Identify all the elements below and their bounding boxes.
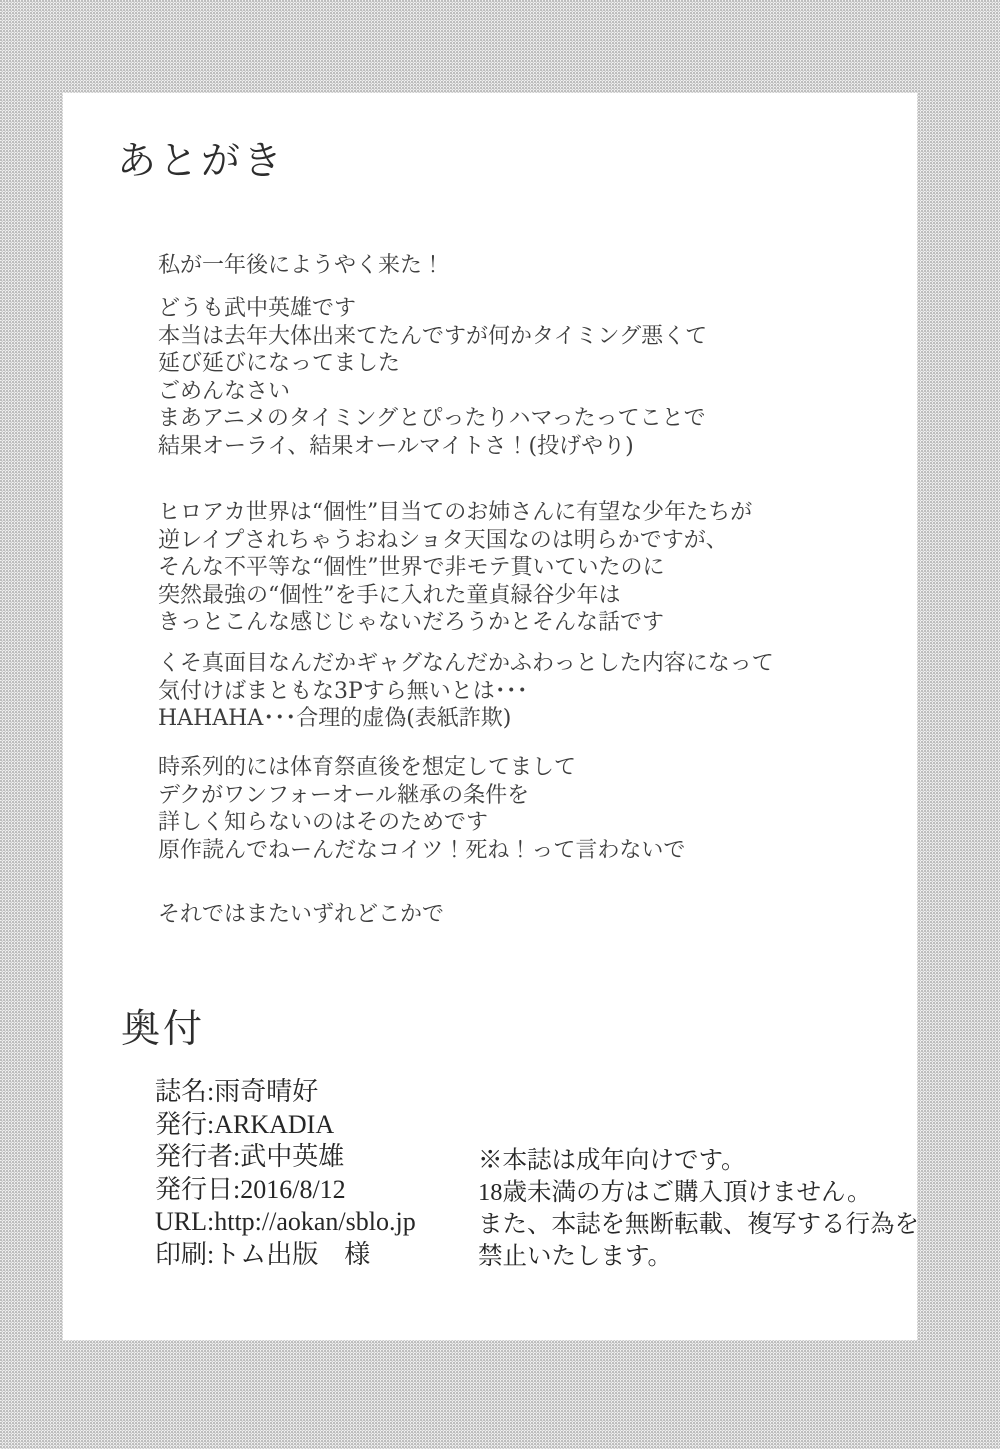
notice-line: ※本誌は成年向けです。: [478, 1147, 746, 1174]
colophon-entry-url: URL:http://aokan/sblo.jp: [155, 1207, 416, 1236]
afterword-line: まあアニメのタイミングとぴったりハマったってことで: [158, 406, 706, 431]
afterword-line: くそ真面目なんだかギャグなんだかふわっとした内容になって: [158, 651, 774, 676]
afterword-line: ヒロアカ世界は“個性”目当てのお姉さんに有望な少年たちが: [158, 500, 753, 525]
notice-line: 禁止いたします。: [478, 1243, 673, 1270]
afterword-line: そんな不平等な“個性”世界で非モテ貫いていたのに: [158, 555, 665, 580]
afterword-paragraph: [158, 650, 774, 733]
afterword-line: 気付けばまともな3Pすら無いとは･･･: [158, 678, 528, 704]
colophon-title: 奥付: [121, 1007, 206, 1052]
colophon-entry-title: 誌名:雨奇晴好: [155, 1077, 319, 1106]
afterword-line: 詳しく知らないのはそのためです: [158, 810, 489, 835]
afterword-line: 逆レイプされちゃうおねショタ天国なのは明らかですが、: [158, 527, 728, 553]
afterword-paragraph: [158, 499, 752, 637]
afterword-line: きっとこんな感じじゃないだろうかとそんな話です: [158, 610, 665, 635]
afterword-line: それではまたいずれどこかで: [158, 902, 445, 927]
afterword-paragraph: [158, 252, 444, 280]
afterword-line: 本当は去年大体出来てたんですが何かタイミング悪くて: [158, 323, 708, 349]
afterword-line: 突然最強の“個性”を手に入れた童貞緑谷少年は: [158, 582, 621, 608]
colophon-entry-date: 発行日:2016/8/12: [155, 1174, 346, 1204]
notice-line: 18歳未満の方はご購入頂けません。: [478, 1179, 872, 1206]
afterword-line: HAHAHA･･･合理的虚偽(表紙詐欺): [158, 706, 512, 731]
afterword-paragraph: [158, 295, 707, 460]
afterword-line: どうも武中英雄です: [158, 296, 357, 321]
afterword-line: 延び延びになってました: [158, 351, 401, 376]
notice-line: また、本誌を無断転載、複写する行為を: [478, 1211, 919, 1238]
colophon-entry-printer: 印刷:トム出版 様: [155, 1239, 371, 1269]
colophon-entries: [155, 1076, 416, 1271]
afterword-title: あとがき: [117, 139, 286, 184]
afterword-line: 私が一年後にようやく来た！: [158, 253, 445, 278]
colophon-entry-publisher: 発行:ARKADIA: [155, 1109, 335, 1139]
colophon-entry-author: 発行者:武中英雄: [155, 1142, 345, 1171]
afterword-line: 時系列的には体育祭直後を想定してまして: [158, 755, 577, 780]
adult-notice: [478, 1145, 919, 1273]
afterword-line: 原作読んでねーんだなコイツ！死ね！って言わないで: [158, 837, 686, 863]
afterword-paragraph: [158, 754, 685, 864]
afterword-paragraph: [158, 901, 444, 929]
afterword-line: 結果オーライ、結果オールマイトさ！(投げやり): [158, 433, 634, 459]
afterword-line: デクがワンフォーオール継承の条件を: [158, 782, 530, 808]
afterword-line: ごめんなさい: [158, 378, 291, 404]
paper-page: [63, 93, 917, 1340]
